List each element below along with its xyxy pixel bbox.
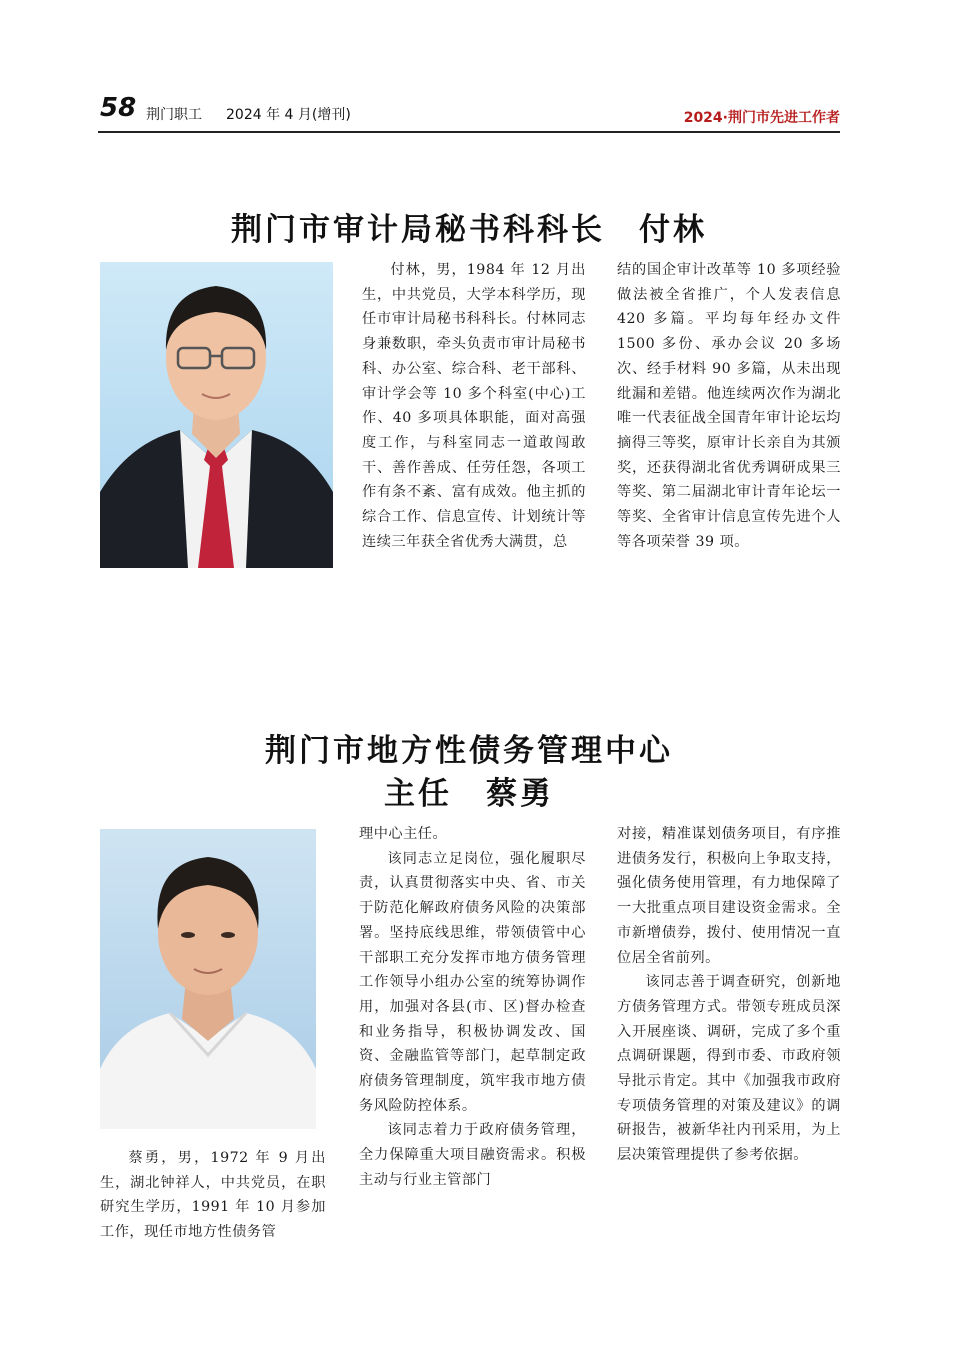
article1-column-1-text: 付林，男，1984 年 12 月出生，中共党员，大学本科学历，现任市审计局秘书科科长。付林同志身兼数职，牵头负责市审计局秘书科、办公室、综合科、老干部科、审计学会等 10 多个科室(中心)工作、40 多项具体职能，面对高强度工作，与科室同志一道敢闯敢干、善作善成、任劳任怨，各项工作有条不紊、富有成效。他主抓的综合工作、信息宣传、计划统计等连续三年获全省优秀大满贯，总 — [362, 262, 586, 550]
magazine-name: 荆门职工 — [146, 107, 202, 123]
article2-column-1-para-3: 该同志着力于政府债务管理，全力保障重大项目融资需求。积极主动与行业主管部门 — [359, 1122, 586, 1188]
article2-column-1-para-1: 理中心主任。 — [359, 826, 448, 842]
portrait-cai-yong — [100, 829, 316, 1129]
article1-title: 荆门市审计局秘书科科长 付林 — [231, 212, 707, 248]
article2-column-2 — [617, 822, 841, 1168]
portrait-cai-yong-image — [100, 829, 316, 1129]
portrait-fu-lin-image — [100, 262, 333, 568]
section-title: 2024·荆门市先进工作者 — [683, 110, 840, 126]
article1-column-1 — [362, 258, 586, 554]
page-number: 58 — [100, 93, 137, 123]
article1-column-2 — [617, 258, 841, 554]
article2-column-1 — [359, 822, 586, 1193]
article2-intro-text: 蔡勇，男，1972 年 9 月出生，湖北钟祥人，中共党员，在职研究生学历，1991 年 10 月参加工作，现任市地方性债务管 — [100, 1150, 326, 1241]
article2-column-2-para-2: 该同志善于调查研究，创新地方债务管理方式。带领专班成员深入开展座谈、调研，完成了多个重点调研课题，得到市委、市政府领导批示肯定。其中《加强我市政府专项债务管理的对策及建议》的调研报告，被新华社内刊采用，为上层决策管理提供了参考依据。 — [617, 974, 841, 1164]
issue-date: 2024 年 4 月(增刊) — [226, 107, 351, 123]
article1-column-2-text: 结的国企审计改革等 10 多项经验做法被全省推广，个人发表信息 420 多篇。平均每年经办文件 1500 多份、承办会议 20 多场次、经手材料 90 多篇，从未出现纰漏和差错。他连续两次作为湖北唯一代表征战全国青年审计论坛均摘得三等奖，原审计长亲自为其颁奖，还获得湖北省优秀调研成果三等奖、第二届湖北审计青年论坛一等奖、全省审计信息宣传先进个人等各项荣誉 39 项。 — [617, 262, 841, 550]
article2-column-1-para-2: 该同志立足岗位，强化履职尽责，认真贯彻落实中央、省、市关于防范化解政府债务风险的决策部署。坚持底线思维，带领债管中心干部职工充分发挥市地方债务管理工作领导小组办公室的统筹协调作用，加强对各县(市、区)督办检查和业务指导，积极协调发改、国资、金融监管等部门，起草制定政府债务管理制度，筑牢我市地方债务风险防控体系。 — [359, 850, 586, 1114]
article2-title-line2: 主任 蔡勇 — [384, 776, 554, 812]
article2-title-line1: 荆门市地方性债务管理中心 — [265, 733, 673, 769]
article2-intro — [100, 1146, 326, 1245]
header-divider — [98, 131, 840, 133]
portrait-fu-lin — [100, 262, 333, 568]
article2-column-2-para-1: 对接，精准谋划债务项目，有序推进债务发行，积极向上争取支持，强化债务使用管理，有力地保障了一大批重点项目建设资金需求。全市新增债券，拨付、使用情况一直位居全省前列。 — [617, 826, 841, 966]
